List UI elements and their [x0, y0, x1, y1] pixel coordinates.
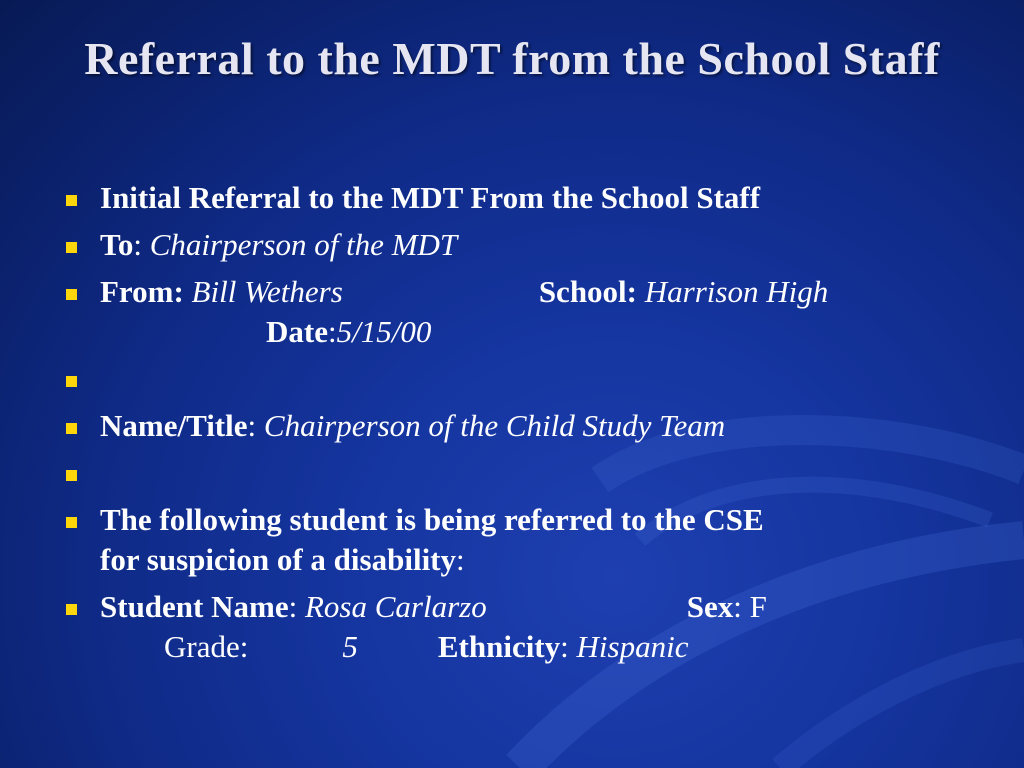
bullet-list: [62, 178, 982, 674]
date-value: 5/15/00: [336, 314, 432, 349]
student-referral-line1: The following student is being referred to the CSE: [100, 502, 764, 537]
student-name-label: Student Name: [100, 589, 289, 624]
grade-label: Grade:: [164, 629, 249, 664]
sex-label: Sex: [686, 589, 734, 624]
bullet-to: [62, 225, 982, 265]
sex-separator: :: [733, 589, 750, 624]
bullet-from: [62, 272, 982, 352]
slide-title: Referral to the MDT from the School Staff: [84, 33, 940, 84]
date-separator: :: [327, 314, 337, 349]
grade-value: 5: [342, 629, 358, 664]
name-title-label: Name/Title: [100, 408, 248, 443]
bullet-initial-referral: [62, 178, 982, 218]
bullet-square-icon: [66, 242, 77, 253]
sex-value: F: [749, 589, 767, 624]
bullet-square-icon: [66, 423, 77, 434]
bullet-square-icon: [66, 517, 77, 528]
to-label: To: [100, 227, 134, 262]
date-label: Date: [266, 314, 328, 349]
ethnicity-label: Ethnicity: [437, 629, 561, 664]
bullet-empty-1: [62, 359, 982, 399]
school-label: School:: [538, 274, 637, 309]
name-title-separator: :: [247, 408, 264, 443]
student-name-value: Rosa Carlarzo: [304, 589, 487, 624]
bullet-student-referral: [62, 500, 982, 580]
bullet-empty-2: [62, 453, 982, 493]
from-value: Bill Wethers: [191, 274, 343, 309]
school-value: Harrison High: [644, 274, 829, 309]
student-referral-colon: :: [456, 542, 465, 577]
bullet-student-details: [62, 587, 982, 667]
to-value: Chairperson of the MDT: [149, 227, 458, 262]
to-separator: :: [133, 227, 150, 262]
bullet-square-icon: [66, 470, 77, 481]
bullet-square-icon: [66, 289, 77, 300]
bullet-square-icon: [66, 376, 77, 387]
bullet-square-icon: [66, 604, 77, 615]
bullet-initial-referral-text: Initial Referral to the MDT From the School Staff: [100, 180, 761, 215]
ethnicity-separator: :: [560, 629, 577, 664]
name-title-value: Chairperson of the Child Study Team: [263, 408, 726, 443]
student-name-separator: :: [288, 589, 305, 624]
bullet-name-title: [62, 406, 982, 446]
from-label: From:: [100, 274, 184, 309]
student-referral-line2: for suspicion of a disability: [100, 542, 457, 577]
ethnicity-value: Hispanic: [576, 629, 689, 664]
bullet-square-icon: [66, 195, 77, 206]
